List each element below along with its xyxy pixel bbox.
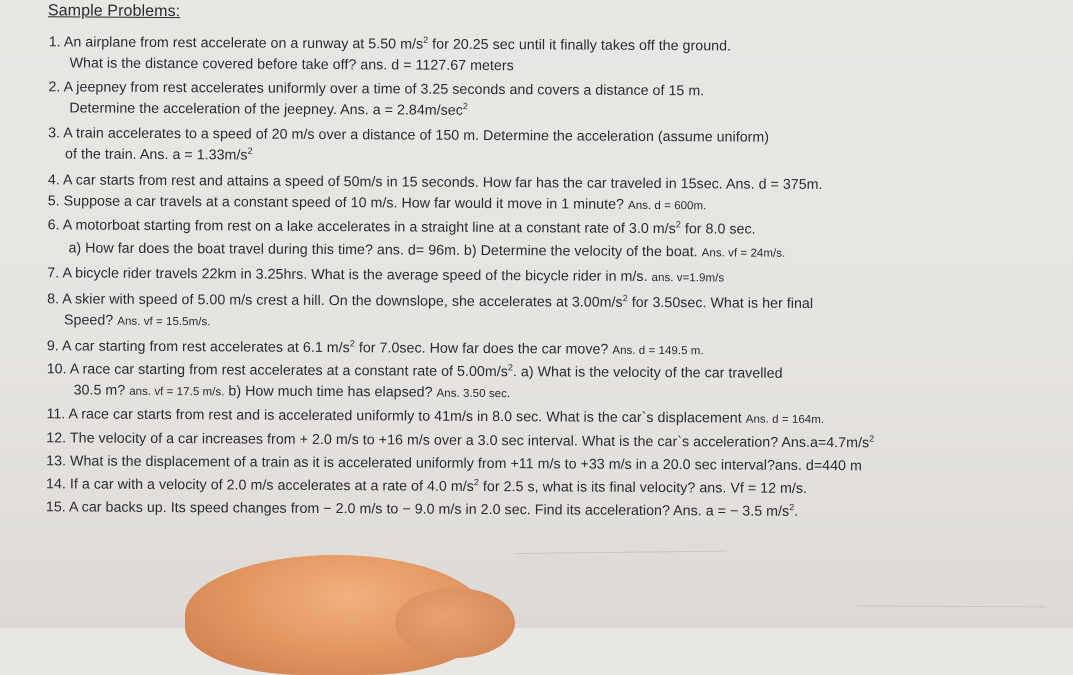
problem-7-line-1: 7. A bicycle rider travels 22km in 3.25hrs. What is the average speed of the bicycle rider in m/s. ans. v=1.9m/s	[47, 265, 725, 285]
page-title: Sample Problems:	[47, 2, 181, 21]
problem-6-line-2: a) How far does the boat travel during this time? ans. d= 96m. b) Determine the velocity of the boat. Ans. vf = 24m/s.	[68, 240, 786, 261]
problem-15-line-1: 15. A car backs up. Its speed changes from − 2.0 m/s to − 9.0 m/s in 2.0 sec. Find its acceleration? Ans. a = − 3.5 $m/s^2$.	[45, 499, 799, 520]
problem-10-line-1: 10. A race car starting from rest accelerates at a constant rate of $5.00m/s^2$. a) What is the velocity of the car travelled	[46, 361, 783, 382]
problem-14-line-1: 14. If a car with a velocity of 2.0 m/s accelerates at a rate of 4.0 $m/s^2$ for 2.5 s, what is its final velocity? ans. Vf = 12 m/s.	[45, 476, 808, 497]
problem-5-line-1: 5. Suppose a car travels at a constant speed of 10 m/s. How far would it move in 1 minute? Ans. d = 600m.	[47, 193, 707, 213]
problem-10-line-2: 30.5 m? ans. vf = 17.5 m/s. b) How much time has elapsed? Ans. 3.50 sec.	[73, 382, 511, 401]
problem-12-line-1: 12. The velocity of a car increases from + 2.0 m/s to +16 m/s over a 3.0 sec interval. What is the car`s acceleration? $Ans.a=4.7m/s^2$	[46, 430, 875, 452]
problem-1-line-2: What is the distance covered before take off? ans. d = 1127.67 meters	[69, 55, 514, 75]
problem-13-line-1: 13. What is the displacement of a train as it is accelerated uniformly from +11 m/s to +33 m/s in a 20.0 sec interval?ans. d=440 m	[46, 453, 862, 475]
problem-8-line-1: 8. A skier with speed of 5.00 m/s crest a hill. On the downslope, she accelerates at $3.00m/s^2$ for 3.50sec. What is her final	[47, 291, 814, 312]
problem-8-line-2: Speed? Ans. vf = 15.5m/s.	[63, 312, 211, 329]
problem-2-line-1: 2. A jeepney from rest accelerates uniformly over a time of 3.25 seconds and covers a distance of 15 m.	[48, 79, 705, 100]
problem-9-line-1: 9. A car starting from rest accelerates at 6.1 $m/s^2$ for 7.0sec. How far does the car move? Ans. d = 149.5 m.	[46, 338, 704, 358]
problem-11-line-1: 11. A race car starts from rest and is accelerated uniformly to 41m/s in 8.0 sec. What is the car`s displacement Ans. d = 164m.	[46, 406, 825, 427]
finger-photo-obstruction	[395, 588, 515, 658]
problem-4-line-1: 4. A car starts from rest and attains a speed of 50m/s in 15 seconds. How far has the car traveled in 15sec. Ans. d = 375m.	[47, 172, 823, 194]
show-through-mark	[856, 605, 1046, 607]
problem-3-line-2: of the train. Ans. $a = 1.33m/s^2$	[65, 145, 253, 164]
problem-1-line-1: 1. An airplane from rest accelerate on a runway at 5.50 $m/s^2$ for 20.25 sec until it finally takes off the ground.	[48, 34, 732, 55]
problem-6-line-1: 6. A motorboat starting from rest on a lake accelerates in a straight line at a constant rate of 3.0 $m/s^2$ for 8.0 sec.	[47, 217, 756, 238]
show-through-mark	[517, 551, 727, 554]
problem-3-line-1: 3. A train accelerates to a speed of 20 m/s over a distance of 150 m. Determine the acceleration (assume uniform)	[48, 125, 770, 146]
problem-2-line-2: Determine the acceleration of the jeepney. Ans. $a = 2.84m/\sec^2$	[69, 100, 469, 119]
